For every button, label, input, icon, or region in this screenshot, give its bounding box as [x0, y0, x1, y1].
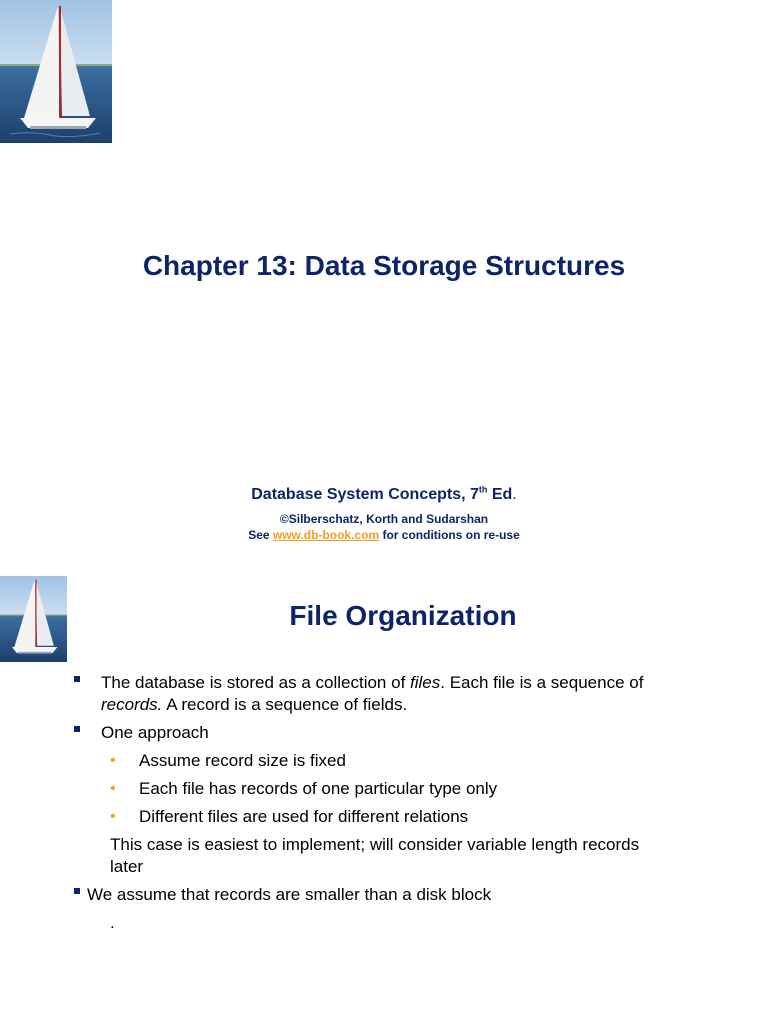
italic-files: files [410, 673, 441, 692]
sub-bullet: Different files are used for different relations [139, 807, 469, 826]
file-organization-slide [0, 576, 768, 1024]
bullet-database-files-cont [101, 694, 721, 716]
book-title [0, 486, 768, 504]
sub-bullet: Each file has records of one particular type only [139, 779, 498, 798]
dot-bullet-icon: • [110, 780, 116, 797]
reuse-suffix: for conditions on re-use [379, 528, 520, 542]
dot-bullet-icon: • [110, 752, 116, 769]
note-line-1: This case is easiest to implement; will consider variable length records [110, 835, 640, 854]
bullet-database-files [101, 672, 721, 694]
bullet-text: . Each file is a sequence of [440, 673, 644, 692]
book-title-period: . [512, 486, 517, 503]
square-bullet-icon [74, 676, 80, 682]
note-line-2: later [110, 857, 144, 876]
slide-title: File Organization [289, 600, 517, 631]
italic-records: records. [101, 695, 163, 714]
copyright-notice: ©Silberschatz, Korth and Sudarshan [279, 512, 489, 526]
bullet-text: A record is a sequence of fields. [162, 695, 408, 714]
chapter-title: Chapter 13: Data Storage Structures [142, 250, 626, 281]
bullet-records-smaller: We assume that records are smaller than a disk block [87, 885, 492, 904]
book-title-edition: Ed [487, 486, 513, 503]
book-title-text: Database System Concepts, 7 [251, 486, 479, 503]
square-bullet-icon [74, 726, 80, 732]
sub-bullet: Assume record size is fixed [139, 751, 346, 770]
reuse-notice [0, 528, 768, 542]
bullet-one-approach: One approach [101, 723, 209, 742]
bullet-text: The database is stored as a collection of [101, 673, 411, 692]
reuse-prefix: See [248, 528, 273, 542]
dot-bullet-icon: • [110, 808, 116, 825]
sailboat-image [0, 0, 112, 143]
square-bullet-icon [74, 888, 80, 894]
trailing-period: . [110, 913, 115, 932]
db-book-link[interactable]: www.db-book.com [272, 528, 380, 542]
book-title-superscript: th [478, 484, 488, 495]
